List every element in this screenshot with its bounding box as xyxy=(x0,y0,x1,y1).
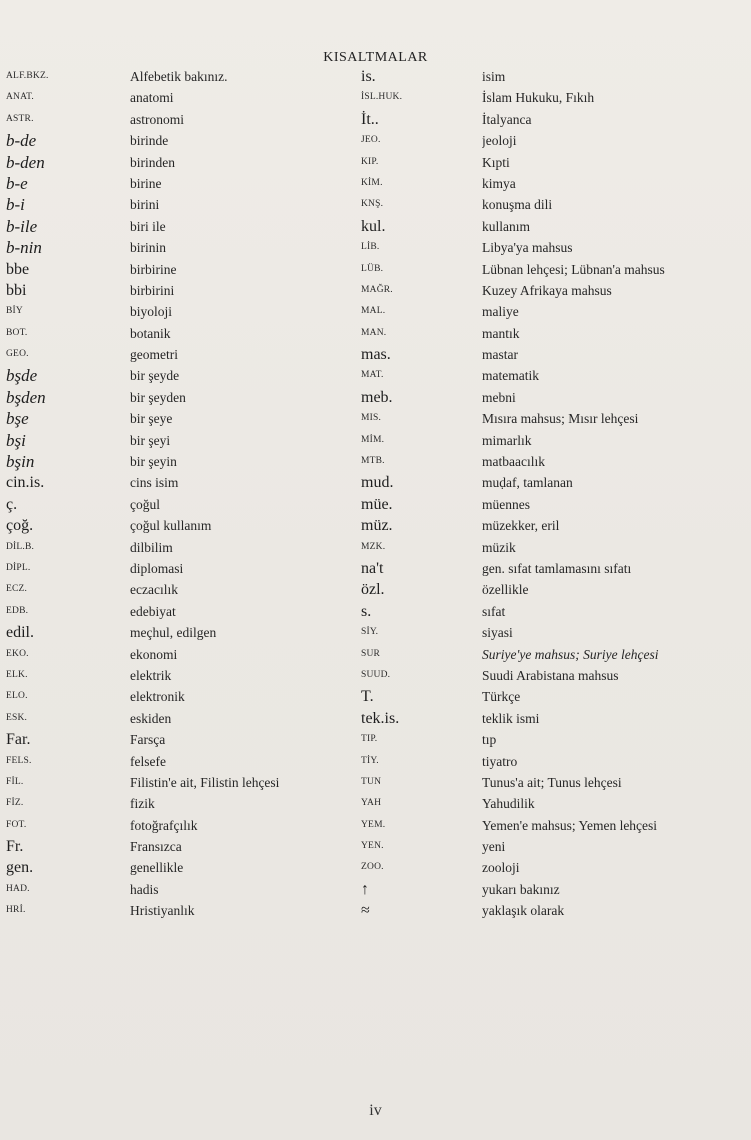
abbreviation-left: FİL. xyxy=(6,776,24,787)
abbreviation-row xyxy=(0,793,751,814)
abbreviation-right: LÜB. xyxy=(361,263,384,274)
meaning-right: yaklaşık olarak xyxy=(482,903,565,919)
abbreviation-right: LİB. xyxy=(361,242,380,253)
abbreviation-right: MAL. xyxy=(361,306,386,317)
abbreviation-right: MAT. xyxy=(361,370,384,381)
meaning-left: biyoloji xyxy=(130,304,173,320)
meaning-left: eskiden xyxy=(130,710,172,726)
meaning-right: Türkçe xyxy=(482,689,521,705)
abbreviation-row xyxy=(0,494,751,515)
abbreviation-right: MIS. xyxy=(361,413,382,424)
abbreviation-row xyxy=(0,430,751,451)
abbreviation-right: İSL.HUK. xyxy=(361,92,403,103)
meaning-left: biri ile xyxy=(130,218,166,234)
abbreviation-row xyxy=(0,900,751,921)
meaning-right: konuşma dili xyxy=(482,197,553,213)
meaning-left: fotoğrafçılık xyxy=(130,817,198,833)
abbreviation-row xyxy=(0,301,751,322)
meaning-left: bir şeye xyxy=(130,411,173,427)
meaning-left: bir şeyi xyxy=(130,432,171,448)
abbreviation-right: SUUD. xyxy=(361,669,391,680)
meaning-right: Lübnan lehçesi; Lübnan'a mahsus xyxy=(482,261,665,277)
abbreviation-row xyxy=(0,622,751,643)
abbreviation-row xyxy=(0,109,751,130)
abbreviation-left: DİL.B. xyxy=(6,541,35,552)
abbreviation-right: TUN xyxy=(361,776,382,787)
meaning-right: siyasi xyxy=(482,625,513,641)
abbreviation-right: mas. xyxy=(361,346,391,364)
meaning-left: dilbilim xyxy=(130,539,173,555)
abbreviation-right: YAH xyxy=(361,798,382,809)
meaning-right: muḍaf, tamlanan xyxy=(482,475,573,491)
abbreviation-left: cin.is. xyxy=(6,474,45,492)
abbreviation-row xyxy=(0,130,751,151)
abbreviation-row xyxy=(0,152,751,173)
abbreviation-left: bşden xyxy=(6,387,46,407)
meaning-left: birinden xyxy=(130,154,175,170)
abbreviation-left: bşde xyxy=(6,366,38,386)
abbreviation-left: HRİ. xyxy=(6,905,26,916)
page-number: iv xyxy=(369,1102,382,1119)
meaning-left: fizik xyxy=(130,796,155,812)
abbreviation-right: müz. xyxy=(361,517,393,535)
abbreviation-right: ↑ xyxy=(361,880,369,898)
meaning-right: özellikle xyxy=(482,582,529,598)
abbreviation-row xyxy=(0,879,751,900)
meaning-left: meçhul, edilgen xyxy=(130,625,217,641)
abbreviation-left: FİZ. xyxy=(6,798,24,809)
meaning-left: ekonomi xyxy=(130,646,178,662)
meaning-left: bir şeyin xyxy=(130,454,177,470)
meaning-left: botanik xyxy=(130,325,171,341)
meaning-right: İslam Hukuku, Fıkıh xyxy=(482,90,595,106)
abbreviation-right: ≈ xyxy=(361,902,370,920)
abbreviation-row xyxy=(0,451,751,472)
abbreviation-left: b-nin xyxy=(6,238,42,258)
abbreviation-left: ELK. xyxy=(6,669,28,680)
meaning-right: kimya xyxy=(482,175,516,191)
abbreviation-left: FELS. xyxy=(6,755,32,766)
abbreviation-row xyxy=(0,194,751,215)
meaning-right: maliye xyxy=(482,304,519,320)
abbreviation-left: çoğ. xyxy=(6,517,34,535)
meaning-left: bir şeyde xyxy=(130,368,180,384)
abbreviation-left: gen. xyxy=(6,859,34,877)
meaning-right: teklik ismi xyxy=(482,710,540,726)
abbreviation-left: ELO. xyxy=(6,691,28,702)
meaning-right: mastar xyxy=(482,347,518,363)
abbreviation-row xyxy=(0,708,751,729)
abbreviation-right: YEM. xyxy=(361,819,386,830)
abbreviation-right: MİM. xyxy=(361,434,385,445)
abbreviation-right: na't xyxy=(361,559,384,577)
meaning-right: Yemen'e mahsus; Yemen lehçesi xyxy=(482,817,658,833)
meaning-left: elektronik xyxy=(130,689,185,705)
abbreviation-left: bşe xyxy=(6,409,29,429)
abbreviation-left: ç. xyxy=(6,495,18,513)
abbreviation-right: MAĞR. xyxy=(361,284,393,295)
meaning-right: gen. sıfat tamlamasını sıfatı xyxy=(482,560,632,576)
abbreviation-left: EDB. xyxy=(6,605,29,616)
abbreviation-row xyxy=(0,344,751,365)
meaning-left: birbirine xyxy=(130,261,177,277)
abbreviation-right: MTB. xyxy=(361,456,385,467)
abbreviation-left: bşin xyxy=(6,452,35,472)
meaning-right: Suriye'ye mahsus; Suriye lehçesi xyxy=(482,646,659,662)
abbreviation-right: s. xyxy=(361,602,372,620)
abbreviation-row xyxy=(0,644,751,665)
abbreviation-right: tek.is. xyxy=(361,709,400,727)
abbreviation-right: mud. xyxy=(361,474,394,492)
meaning-right: kullanım xyxy=(482,218,530,234)
meaning-left: diplomasi xyxy=(130,560,184,576)
abbreviation-right: özl. xyxy=(361,581,385,599)
abbreviation-left: BİY xyxy=(6,306,23,317)
abbreviation-row xyxy=(0,259,751,280)
abbreviation-right: KİM. xyxy=(361,177,383,188)
meaning-right: Tunus'a ait; Tunus lehçesi xyxy=(482,774,622,790)
abbreviation-left: b-de xyxy=(6,131,37,151)
abbreviation-left: EKO. xyxy=(6,648,29,659)
abbreviation-left: Fr. xyxy=(6,838,24,856)
abbreviation-left: b-i xyxy=(6,195,25,215)
abbreviation-row xyxy=(0,365,751,386)
abbreviation-left: DİPL. xyxy=(6,562,31,573)
meaning-right: matematik xyxy=(482,368,539,384)
meaning-right: yukarı bakınız xyxy=(482,881,560,897)
abbreviation-right: ZOO. xyxy=(361,862,384,873)
abbreviation-row xyxy=(0,87,751,108)
abbreviation-left: BOT. xyxy=(6,327,28,338)
meaning-left: çoğul xyxy=(130,496,160,512)
meaning-right: zooloji xyxy=(482,860,520,876)
abbreviation-left: bbi xyxy=(6,281,27,299)
meaning-right: mimarlık xyxy=(482,432,532,448)
abbreviation-row xyxy=(0,173,751,194)
abbreviation-left: ALF.BKZ. xyxy=(6,71,49,81)
abbreviation-row xyxy=(0,66,751,87)
abbreviation-row xyxy=(0,601,751,622)
abbreviation-right: meb. xyxy=(361,388,393,406)
meaning-right: tiyatro xyxy=(482,753,518,769)
meaning-left: Fransızca xyxy=(130,839,182,855)
abbreviation-left: bşi xyxy=(6,430,26,450)
abbreviation-row xyxy=(0,280,751,301)
meaning-right: Kuzey Afrikaya mahsus xyxy=(482,282,612,298)
meaning-right: Kıpti xyxy=(482,154,510,170)
meaning-left: eczacılık xyxy=(130,582,178,598)
abbreviation-row xyxy=(0,836,751,857)
meaning-right: Mısıra mahsus; Mısır lehçesi xyxy=(482,411,639,427)
abbreviation-list xyxy=(0,66,751,922)
meaning-right: mantık xyxy=(482,325,520,341)
abbreviation-right: KIP. xyxy=(361,156,379,167)
abbreviation-right: YEN. xyxy=(361,841,384,852)
abbreviation-left: FOT. xyxy=(6,819,27,830)
abbreviation-left: ANAT. xyxy=(6,92,35,103)
abbreviation-row xyxy=(0,815,751,836)
abbreviation-row xyxy=(0,772,751,793)
abbreviation-row xyxy=(0,237,751,258)
abbreviation-right: T. xyxy=(361,688,374,706)
meaning-right: jeoloji xyxy=(482,133,517,149)
meaning-left: edebiyat xyxy=(130,603,176,619)
abbreviation-right: SİY. xyxy=(361,627,379,638)
abbreviation-row xyxy=(0,665,751,686)
abbreviation-left: HAD. xyxy=(6,883,30,894)
meaning-right: tıp xyxy=(482,732,497,748)
meaning-left: birini xyxy=(130,197,160,213)
meaning-right: Libya'ya mahsus xyxy=(482,240,573,256)
abbreviation-row xyxy=(0,729,751,750)
abbreviation-row xyxy=(0,857,751,878)
meaning-left: birbirini xyxy=(130,282,175,298)
meaning-left: geometri xyxy=(130,347,178,363)
abbreviation-left: b-ile xyxy=(6,216,38,236)
abbreviation-row xyxy=(0,323,751,344)
abbreviation-left: b-den xyxy=(6,152,45,172)
meaning-left: felsefe xyxy=(130,753,166,769)
abbreviation-right: MAN. xyxy=(361,327,387,338)
abbreviation-right: SUR xyxy=(361,648,381,659)
abbreviation-left: Far. xyxy=(6,731,31,749)
abbreviation-left: bbe xyxy=(6,260,30,278)
abbreviation-row xyxy=(0,515,751,536)
meaning-right: sıfat xyxy=(482,603,506,619)
abbreviation-row xyxy=(0,216,751,237)
abbreviation-right: İt.. xyxy=(361,110,379,128)
meaning-left: elektrik xyxy=(130,667,172,683)
abbreviation-right: MZK. xyxy=(361,541,386,552)
meaning-right: mebni xyxy=(482,389,516,405)
meaning-left: genellikle xyxy=(130,860,184,876)
meaning-right: müzik xyxy=(482,539,516,555)
meaning-left: birine xyxy=(130,175,162,191)
meaning-left: çoğul kullanım xyxy=(130,518,212,534)
meaning-right: müennes xyxy=(482,496,530,512)
meaning-left: hadis xyxy=(130,881,159,897)
abbreviation-left: GEO. xyxy=(6,349,29,360)
abbreviation-row xyxy=(0,387,751,408)
meaning-left: birinin xyxy=(130,240,166,256)
abbreviation-right: TIP. xyxy=(361,734,378,745)
meaning-right: İtalyanca xyxy=(482,111,532,127)
abbreviation-left: edil. xyxy=(6,624,34,642)
abbreviation-left: b-e xyxy=(6,173,28,193)
meaning-left: Farsça xyxy=(130,732,166,748)
meaning-left: Alfebetik bakınız. xyxy=(130,69,228,84)
abbreviation-left: ECZ. xyxy=(6,584,28,595)
meaning-right: Yahudilik xyxy=(482,796,535,812)
meaning-left: Hristiyanlık xyxy=(130,903,195,919)
meaning-left: birinde xyxy=(130,133,169,149)
meaning-right: müzekker, eril xyxy=(482,518,560,534)
abbreviation-row xyxy=(0,408,751,429)
meaning-right: isim xyxy=(482,69,506,84)
abbreviation-left: ASTR. xyxy=(6,113,34,124)
page-title: KISALTMALAR xyxy=(323,50,428,65)
abbreviation-row xyxy=(0,537,751,558)
meaning-right: matbaacılık xyxy=(482,454,545,470)
meaning-left: cins isim xyxy=(130,475,179,491)
abbreviation-row xyxy=(0,686,751,707)
meaning-right: yeni xyxy=(482,839,506,855)
abbreviation-right: JEO. xyxy=(361,135,381,146)
abbreviation-right: müe. xyxy=(361,495,393,513)
meaning-right: Suudi Arabistana mahsus xyxy=(482,667,619,683)
meaning-left: bir şeyden xyxy=(130,389,186,405)
abbreviation-right: TİY. xyxy=(361,755,379,766)
abbreviation-row xyxy=(0,579,751,600)
meaning-left: anatomi xyxy=(130,90,174,106)
abbreviation-right: is. xyxy=(361,68,376,85)
abbreviation-right: kul. xyxy=(361,217,386,235)
abbreviation-row xyxy=(0,558,751,579)
abbreviation-row xyxy=(0,751,751,772)
abbreviation-right: KNŞ. xyxy=(361,199,384,210)
abbreviation-left: ESK. xyxy=(6,712,28,723)
abbreviation-row xyxy=(0,472,751,493)
meaning-left: Filistin'e ait, Filistin lehçesi xyxy=(130,774,280,790)
meaning-left: astronomi xyxy=(130,111,184,127)
